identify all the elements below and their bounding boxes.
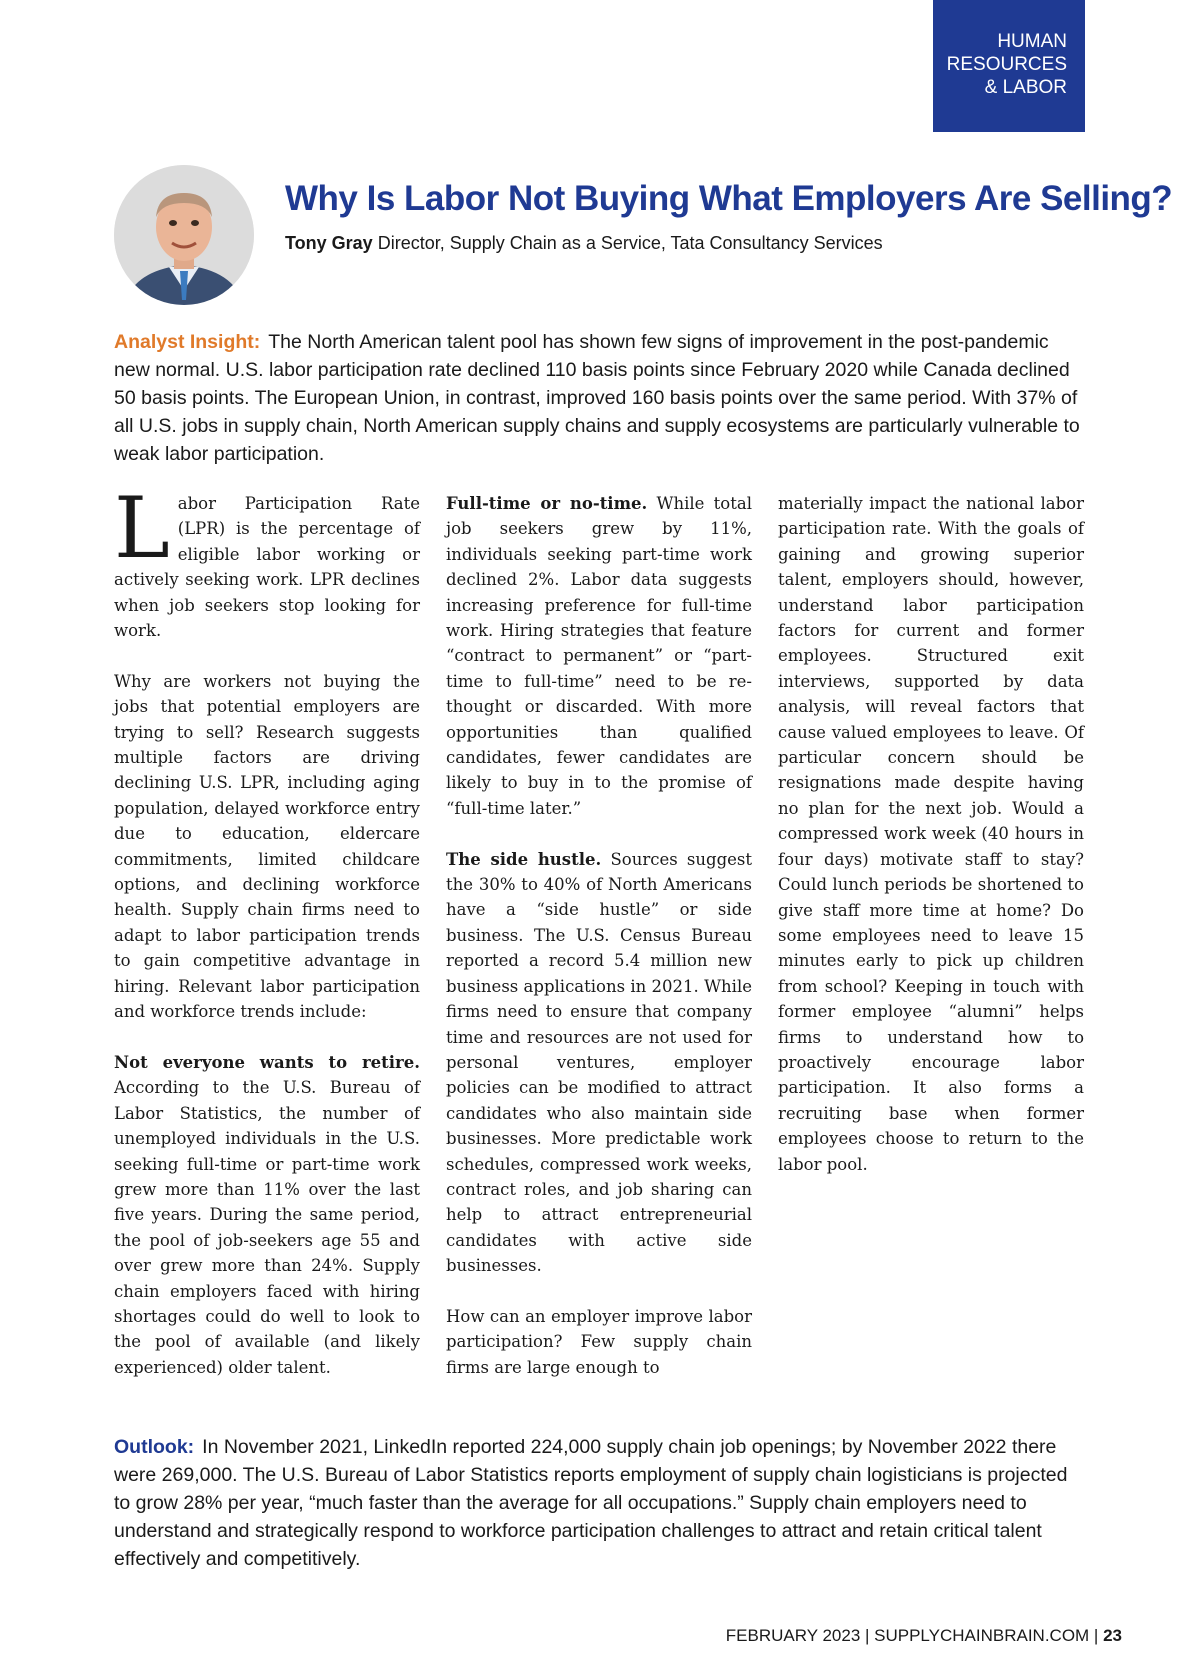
article-column-1 bbox=[114, 479, 420, 1406]
analyst-insight-label: Analyst Insight: bbox=[114, 331, 261, 353]
page-number: 23 bbox=[1103, 1626, 1122, 1645]
analyst-insight-text: The North American talent pool has shown few signs of improvement in the post-pandemic new normal. U.S. labor participation rate declined 110 basis points since February 2020 while Canada declined 50 basis points. The European Union, in contrast, improved 160 basis points over the same period. With 37% of all U.S. jobs in supply chain, North American supply chains and supply ecosystems are particularly vulnerable to weak labor participation. bbox=[114, 331, 1080, 465]
paragraph-side-hustle bbox=[446, 847, 752, 1279]
section-tab-line-2: RESOURCES bbox=[946, 54, 1067, 75]
outlook-text: In November 2021, LinkedIn reported 224,000 supply chain job openings; by November 2022 there were 269,000. The U.S. Bureau of Labor Statistics reports employment of supply chain logisticians is projected to grow 28% per year, “much faster than the average for all occupations.” Supply chain employers need to understand and strategically respond to workforce participation challenges to attract and retain critical talent effectively and competitively. bbox=[114, 1436, 1068, 1570]
author-name: Tony Gray bbox=[285, 233, 373, 253]
section-tab-line-1: HUMAN bbox=[997, 31, 1067, 52]
drop-cap: L bbox=[114, 479, 170, 577]
paragraph-retire-heading: Not everyone wants to retire. bbox=[114, 1052, 420, 1072]
byline bbox=[285, 231, 883, 255]
author-title: Director, Supply Chain as a Service, Tata Consultancy Services bbox=[377, 233, 883, 253]
analyst-insight bbox=[114, 328, 1086, 468]
paragraph-full-time-text: While total job seekers grew by 11%, individuals seeking part-time work declined 2%. Labor data suggests increasing preference for full-time work. Hiring strategies that feature “contract to permanent” or “part-time to full-time” need to be re-thought or discarded. With more opportunities than qualified candidates, fewer candidates are likely to buy in to the promise of “full-time later.” bbox=[446, 494, 752, 818]
paragraph-improve-continued bbox=[778, 491, 1084, 1177]
outlook bbox=[114, 1433, 1089, 1573]
author-avatar bbox=[114, 165, 254, 305]
article-title: Why Is Labor Not Buying What Employers Are Selling? bbox=[285, 179, 1173, 218]
section-tab-line-3: & LABOR bbox=[984, 77, 1067, 98]
paragraph-retire-text: According to the U.S. Bureau of Labor Statistics, the number of unemployed individuals in the U.S. seeking full-time or part-time work grew more than 11% over the last five years. During the same period, the pool of job-seekers age 55 and over grew more than 24%. Supply chain employers faced with hiring shortages could do well to look to the pool of available (and likely experienced) older talent. bbox=[114, 1078, 420, 1377]
article-column-2 bbox=[446, 491, 752, 1406]
paragraph-full-time bbox=[446, 491, 752, 821]
paragraph-research: Why are workers not buying the jobs that potential employers are trying to sell? Research suggests multiple factors are driving declining U.S. LPR, including aging population, delayed workforce entry due to education, eldercare commitments, limited childcare options, and declining workforce health. Supply chain firms need to adapt to labor participation trends to gain competitive advantage in hiring. Relevant labor participation and workforce trends include: bbox=[114, 671, 420, 1022]
paragraph-full-time-heading: Full-time or no-time. bbox=[446, 494, 648, 513]
article-column-3 bbox=[778, 491, 1084, 1202]
page-footer bbox=[726, 1625, 1122, 1647]
paragraph-improve-text-part2: materially impact the national labor participation rate. With the goals of gaining and growing superior talent, employers should, however, understand labor participation factors for current and former employees. Structured exit interviews, supported by data analysis, will reveal factors that cause valued employees to leave. Of particular concern should be resignations made despite having no plan for the next job. Would a compressed work week (40 hours in four days) motivate staff to stay? Could lunch periods be shortened to give staff more time at home? Do some employees need to leave 15 minutes early to pick up children from school? Keeping in touch with former employee “alumni” helps firms to understand how to proactively encourage labor participation. It also forms a recruiting base when former employees choose to return to the labor pool. bbox=[778, 494, 1084, 1174]
paragraph-intro bbox=[114, 479, 420, 643]
outlook-label: Outlook: bbox=[114, 1436, 195, 1458]
paragraph-side-hustle-heading: The side hustle. bbox=[446, 849, 602, 869]
paragraph-side-hustle-text: Sources suggest the 30% to 40% of North Americans have a “side hustle” or side business. The U.S. Census Bureau reported a record 5.4 million new business applications in 2021. While firms need to ensure that company time and resources are not used for personal ventures, employer policies can be modified to attract candidates who also maintain side businesses. More predictable work schedules, compressed work weeks, contract roles, and job sharing can help to attract entrepreneurial candidates with active side businesses. bbox=[446, 849, 752, 1276]
paragraph-improve bbox=[446, 1304, 752, 1380]
paragraph-retire bbox=[114, 1050, 420, 1380]
paragraph-improve-text-part1: How can an employer improve labor participation? Few supply chain firms are large enough to bbox=[446, 1306, 752, 1377]
footer-issue: FEBRUARY 2023 | SUPPLYCHAINBRAIN.COM | bbox=[725, 1626, 1099, 1645]
author-photo-icon bbox=[114, 165, 254, 305]
paragraph-intro-text: abor Participation Rate (LPR) is the percentage of eligible labor working or actively seeking work. LPR declines when job seekers stop looking for work. bbox=[114, 494, 420, 641]
section-tab bbox=[933, 0, 1085, 132]
